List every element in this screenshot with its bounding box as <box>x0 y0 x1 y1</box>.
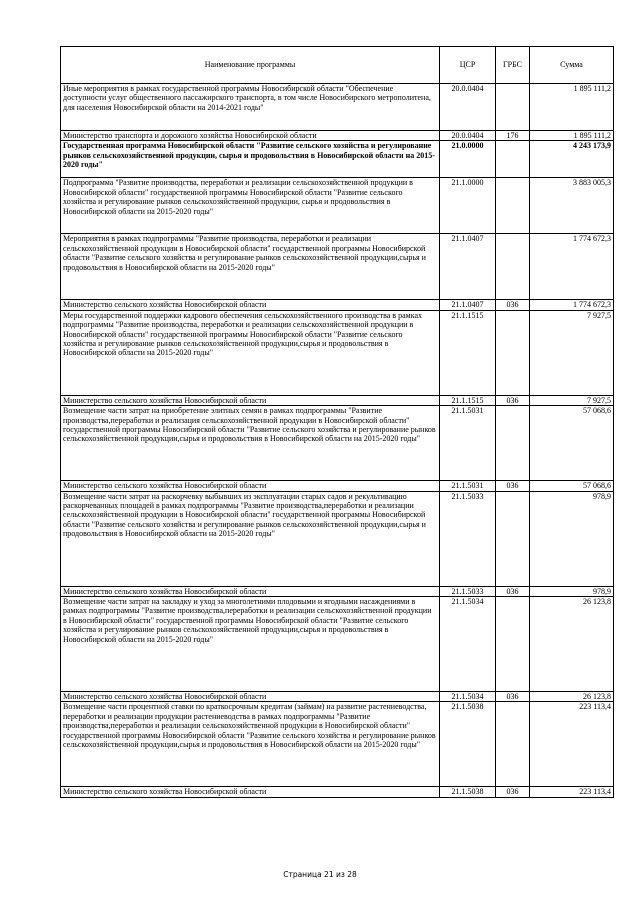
table-row <box>61 692 614 702</box>
cell-csr: 21.1.5031 <box>440 481 496 491</box>
cell-program-name: Министерство сельского хозяйства Новосибирской области <box>61 481 440 491</box>
table-row <box>61 586 614 596</box>
cell-csr: 21.1.5038 <box>440 787 496 797</box>
cell-csr: 21.1.1515 <box>440 310 496 395</box>
cell-program-name: Министерство сельского хозяйства Новосибирской области <box>61 300 440 310</box>
header-program-name: Наименование программы <box>61 47 440 84</box>
cell-csr: 20.0.0404 <box>440 131 496 141</box>
table-row <box>61 406 614 481</box>
cell-program-name: Возмещение части процентной ставки по краткосрочным кредитам (займам) на развитие растениеводства, переработки и реализации продукции растениеводства в рамках подпрограммы "Развитие производства,переработки и реализации сельскохозяйственной продукции в Новосибирской области" государственной программы Новосибирской области "Развитие сельского хозяйства и регулирование рынков сельскохозяйственной продукции,сырья и продовольствия в Новосибирской области на 2015-2020 годы" <box>61 702 440 787</box>
cell-grbs: 036 <box>496 395 530 405</box>
cell-sum: 1 895 111,2 <box>530 131 614 141</box>
cell-program-name: Министерство транспорта и дорожного хозяйства Новосибирской области <box>61 131 440 141</box>
cell-grbs <box>496 178 530 234</box>
table-row <box>61 84 614 131</box>
cell-grbs <box>496 234 530 300</box>
table-row <box>61 491 614 586</box>
table-row <box>61 178 614 234</box>
cell-csr: 21.1.5034 <box>440 692 496 702</box>
header-csr: ЦСР <box>440 47 496 84</box>
table-row <box>61 702 614 787</box>
cell-grbs: 036 <box>496 300 530 310</box>
cell-sum: 26 123,8 <box>530 597 614 692</box>
cell-csr: 21.1.5033 <box>440 491 496 586</box>
cell-sum: 1 774 672,3 <box>530 300 614 310</box>
table-row <box>61 597 614 692</box>
cell-sum: 26 123,8 <box>530 692 614 702</box>
cell-sum: 7 927,5 <box>530 310 614 395</box>
cell-grbs: 176 <box>496 131 530 141</box>
cell-sum: 57 068,6 <box>530 481 614 491</box>
page-number: Страница 21 из 28 <box>283 870 357 879</box>
cell-csr: 21.0.0000 <box>440 141 496 178</box>
cell-sum: 7 927,5 <box>530 395 614 405</box>
cell-program-name: Государственная программа Новосибирской области "Развитие сельского хозяйства и регулирование рынков сельскохозяйственной продукции, сырья и продовольствия в Новосибирской области на 2015-2020 годы" <box>61 141 440 178</box>
cell-csr: 21.1.5031 <box>440 406 496 481</box>
cell-grbs: 036 <box>496 692 530 702</box>
cell-grbs <box>496 597 530 692</box>
cell-grbs: 036 <box>496 481 530 491</box>
cell-csr: 21.1.0000 <box>440 178 496 234</box>
cell-program-name: Министерство сельского хозяйства Новосибирской области <box>61 692 440 702</box>
table-row <box>61 131 614 141</box>
cell-sum: 978,9 <box>530 491 614 586</box>
table-row <box>61 787 614 797</box>
table-row <box>61 395 614 405</box>
cell-program-name: Министерство сельского хозяйства Новосибирской области <box>61 395 440 405</box>
cell-program-name: Иные мероприятия в рамках государственной программы Новосибирской области "Обеспечение доступности услуг общественного пассажирского транспорта, в том числе Новосибирского метрополитена, для населения Новосибирской области на 2014-2021 годы" <box>61 84 440 131</box>
table-header-row <box>61 47 614 84</box>
header-sum: Сумма <box>530 47 614 84</box>
cell-grbs: 036 <box>496 586 530 596</box>
cell-grbs <box>496 310 530 395</box>
table-row <box>61 234 614 300</box>
header-grbs: ГРБС <box>496 47 530 84</box>
cell-csr: 21.1.1515 <box>440 395 496 405</box>
table-row <box>61 300 614 310</box>
cell-grbs <box>496 141 530 178</box>
cell-grbs <box>496 702 530 787</box>
cell-grbs: 036 <box>496 787 530 797</box>
cell-grbs <box>496 491 530 586</box>
budget-table <box>60 46 614 798</box>
cell-sum: 1 895 111,2 <box>530 84 614 131</box>
cell-sum: 223 113,4 <box>530 702 614 787</box>
cell-program-name: Возмещение части затрат на раскорчевку выбывших из эксплуатации старых садов и рекультивацию раскорчеванных площадей в рамках подпрограммы "Развитие производства,переработки и реализации сельскохозяйственной продукции в Новосибирской области" государственной программы Новосибирской области "Развитие сельского хозяйства и регулирование рынков сельскохозяйственной продукции,сырья и продовольствия в Новосибирской области на 2015-2020 годы" <box>61 491 440 586</box>
cell-sum: 1 774 672,3 <box>530 234 614 300</box>
table-row <box>61 481 614 491</box>
cell-grbs <box>496 84 530 131</box>
cell-program-name: Министерство сельского хозяйства Новосибирской области <box>61 787 440 797</box>
cell-program-name: Министерство сельского хозяйства Новосибирской области <box>61 586 440 596</box>
cell-program-name: Возмещение части затрат на закладку и уход за многолетними плодовыми и ягодными насаждениями в рамках подпрограммы "Развитие производства,переработки и реализации сельскохозяйственной продукции в Новосибирской области" государственной программы Новосибирской области "Развитие сельского хозяйства и регулирование рынков сельскохозяйственной продукции,сырья и продовольствия в Новосибирской области на 2015-2020 годы" <box>61 597 440 692</box>
budget-table-container <box>60 46 613 798</box>
cell-csr: 21.1.0407 <box>440 300 496 310</box>
cell-sum: 978,9 <box>530 586 614 596</box>
cell-sum: 223 113,4 <box>530 787 614 797</box>
cell-csr: 21.1.5034 <box>440 597 496 692</box>
table-row <box>61 141 614 178</box>
cell-csr: 21.1.0407 <box>440 234 496 300</box>
cell-program-name: Мероприятия в рамках подпрограммы "Развитие производства, переработки и реализации сельскохозяйственной продукции в Новосибирской области" государственной программы Новосибирской области "Развитие сельского хозяйства и регулирование рынков сельскохозяйственной продукции,сырья и продовольствия в Новосибирской области на 2015-2020 годы" <box>61 234 440 300</box>
cell-program-name: Подпрограмма "Развитие производства, переработки и реализации сельскохозяйственной продукции в Новосибирской области" государственной программы Новосибирской области "Развитие сельского хозяйства и регулирование рынков сельскохозяйственной продукции, сырья и продовольствия в Новосибирской области на 2015-2020 годы" <box>61 178 440 234</box>
cell-csr: 21.1.5033 <box>440 586 496 596</box>
cell-grbs <box>496 406 530 481</box>
table-body <box>61 84 614 798</box>
cell-program-name: Меры государственной поддержки кадрового обеспечения сельскохозяйственного производства в рамках подпрограммы "Развитие производства, переработки и реализации сельскохозяйственной продукции в Новосибирской области" государственной программы Новосибирской области "Развитие сельского хозяйства и регулирование рынков сельскохозяйственной продукции,сырья и продовольствия в Новосибирской области на 2015-2020 годы" <box>61 310 440 395</box>
cell-csr: 20.0.0404 <box>440 84 496 131</box>
cell-sum: 4 243 173,9 <box>530 141 614 178</box>
cell-sum: 57 068,6 <box>530 406 614 481</box>
cell-sum: 3 883 005,3 <box>530 178 614 234</box>
cell-csr: 21.1.5038 <box>440 702 496 787</box>
cell-program-name: Возмещение части затрат на приобретение элитных семян в рамках подпрограммы "Развитие производства,переработки и реализация сельскохозяйственной продукции в Новосибирской области" государственной программы Новосибирской области "Развитие сельского хозяйства и регулирование рынков сельскохозяйственной продукции,сырья и продовольствия в Новосибирской области на 2015-2020 годы" <box>61 406 440 481</box>
table-row <box>61 310 614 395</box>
